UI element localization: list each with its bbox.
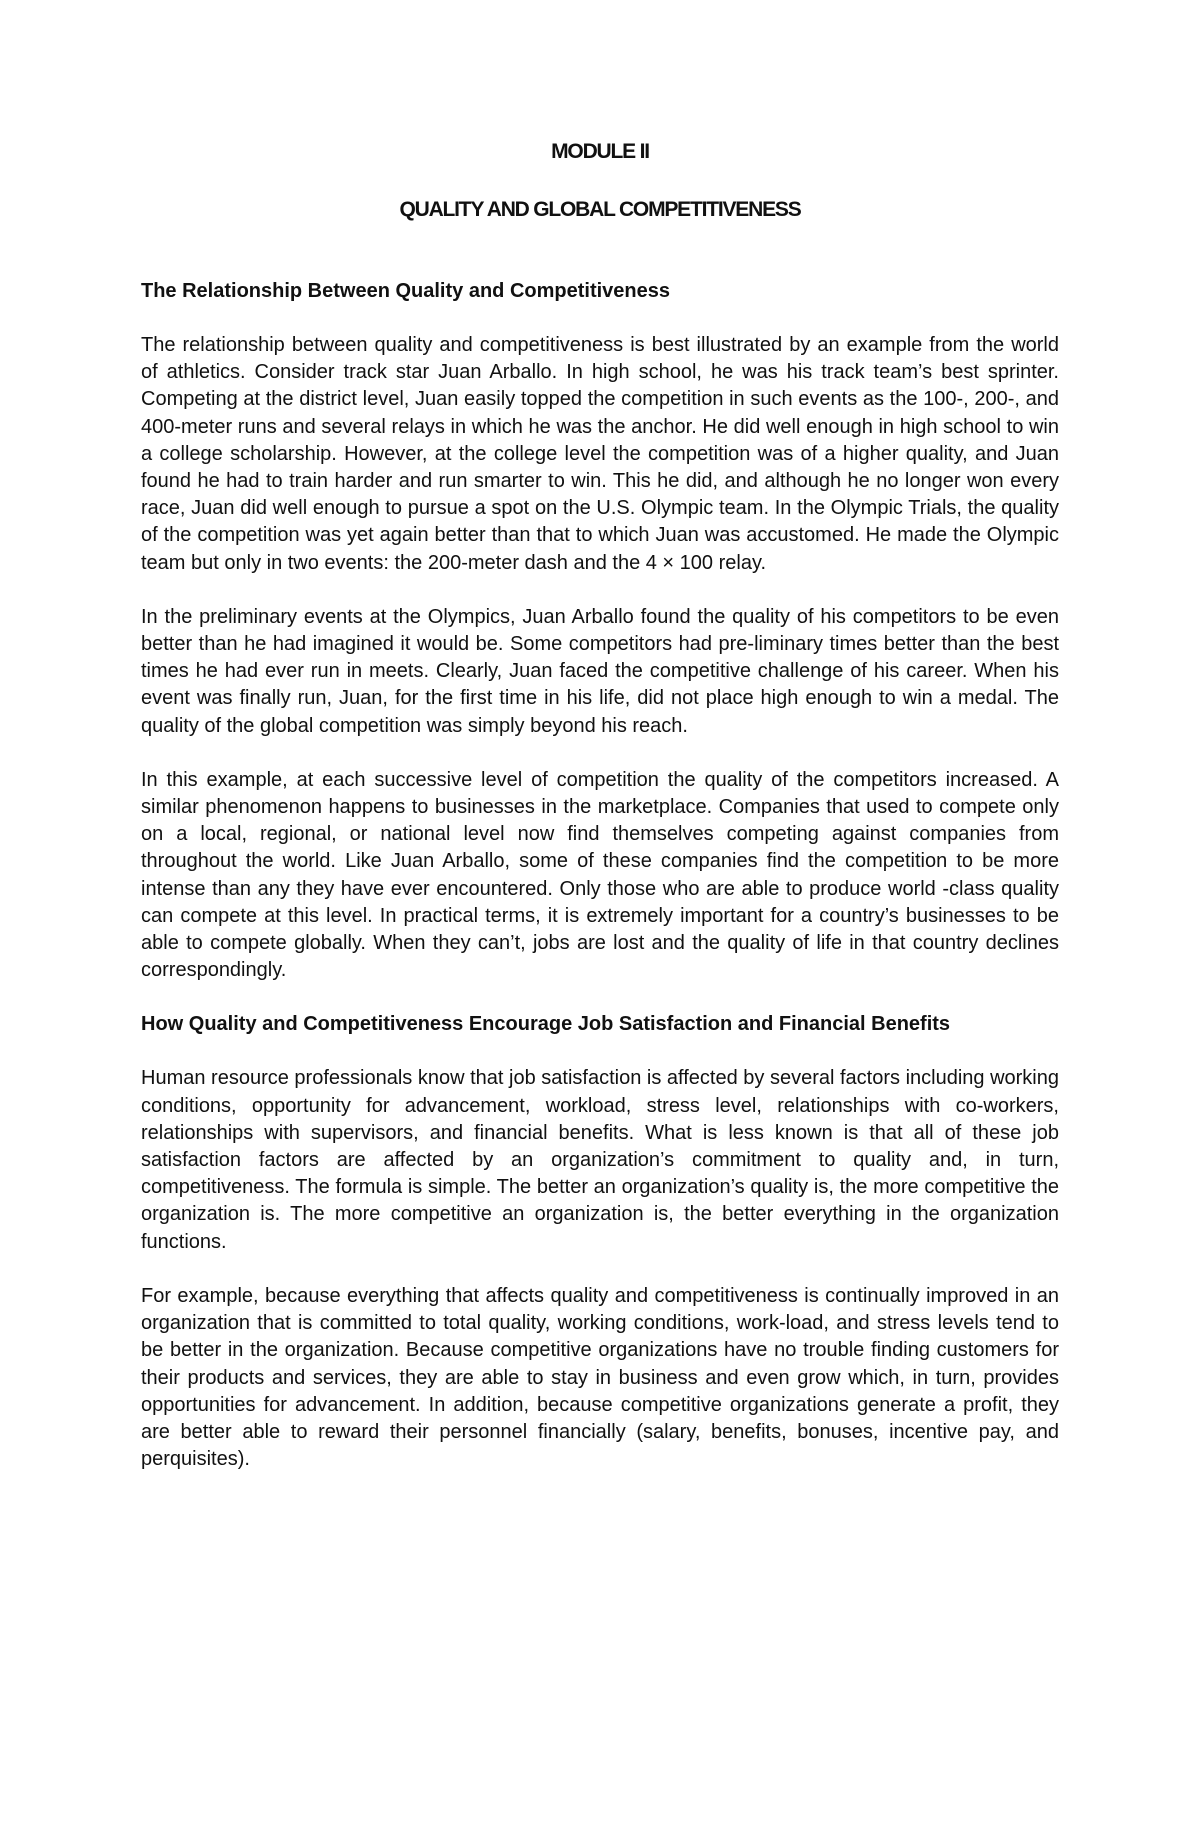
document-page	[141, 136, 1059, 1473]
paragraph: The relationship between quality and competitiveness is best illustrated by an example from the world of athletics. Consider track star Juan Arballo. In high school, he was his track team’s best sprinter. Competing at the district level, Juan easily topped the competition in such events as the 100-, 200-, and 400-meter runs and several relays in which he was the anchor. He did well enough in high school to win a college scholarship. However, at the college level the competition was of a higher quality, and Juan found he had to train harder and run smarter to win. This he did, and although he no longer won every race, Juan did well enough to pursue a spot on the U.S. Olympic team. In the Olympic Trials, the quality of the competition was yet again better than that to which Juan was accustomed. He made the Olympic team but only in two events: the 200-meter dash and the 4 × 100 relay.	[141, 334, 1059, 574]
module-title: MODULE II	[551, 140, 649, 163]
paragraph: For example, because everything that affects quality and competitiveness is continually improved in an organization that is committed to total quality, working conditions, work-load, and stress levels tend to be better in the organization. Because competitive organizations have no trouble finding customers for their products and services, they are able to stay in business and even grow which, in turn, provides opportunities for advancement. In addition, because competitive organizations generate a profit, they are better able to reward their personnel financially (salary, benefits, bonuses, incentive pay, and perquisites).	[141, 1284, 1059, 1471]
paragraph: Human resource professionals know that job satisfaction is affected by several factors including working conditions, opportunity for advancement, workload, stress level, relationships with co-workers, relationships with supervisors, and financial benefits. What is less known is that all of these job satisfaction factors are affected by an organization’s commitment to quality and, in turn, competitiveness. The formula is simple. The better an organization’s quality is, the more competitive the organization is. The more competitive an organization is, the better everything in the organization functions.	[141, 1067, 1059, 1253]
main-title: QUALITY AND GLOBAL COMPETITIVENESS	[399, 198, 801, 221]
paragraph: In this example, at each successive level of competition the quality of the competitors increased. A similar phenomenon happens to businesses in the marketplace. Companies that used to compete only on a local, regional, or national level now find themselves competing against companies from throughout the world. Like Juan Arballo, some of these companies find the competition to be more intense than any they have ever encountered. Only those who are able to produce world -class quality can compete at this level. In practical terms, it is extremely important for a country’s businesses to be able to compete globally. When they can’t, jobs are lost and the quality of life in that country declines correspondingly.	[141, 768, 1059, 982]
section-heading-relationship: The Relationship Between Quality and Competitiveness	[141, 280, 670, 302]
section-heading-job-satisfaction: How Quality and Competitiveness Encourage Job Satisfaction and Financial Benefits	[141, 1013, 951, 1036]
paragraph: In the preliminary events at the Olympics, Juan Arballo found the quality of his competitors to be even better than he had imagined it would be. Some competitors had pre-liminary times better than the best times he had ever run in meets. Clearly, Juan faced the competitive challenge of his career. When his event was finally run, Juan, for the first time in his life, did not place high enough to win a medal. The quality of the global competition was simply beyond his reach.	[141, 605, 1059, 737]
